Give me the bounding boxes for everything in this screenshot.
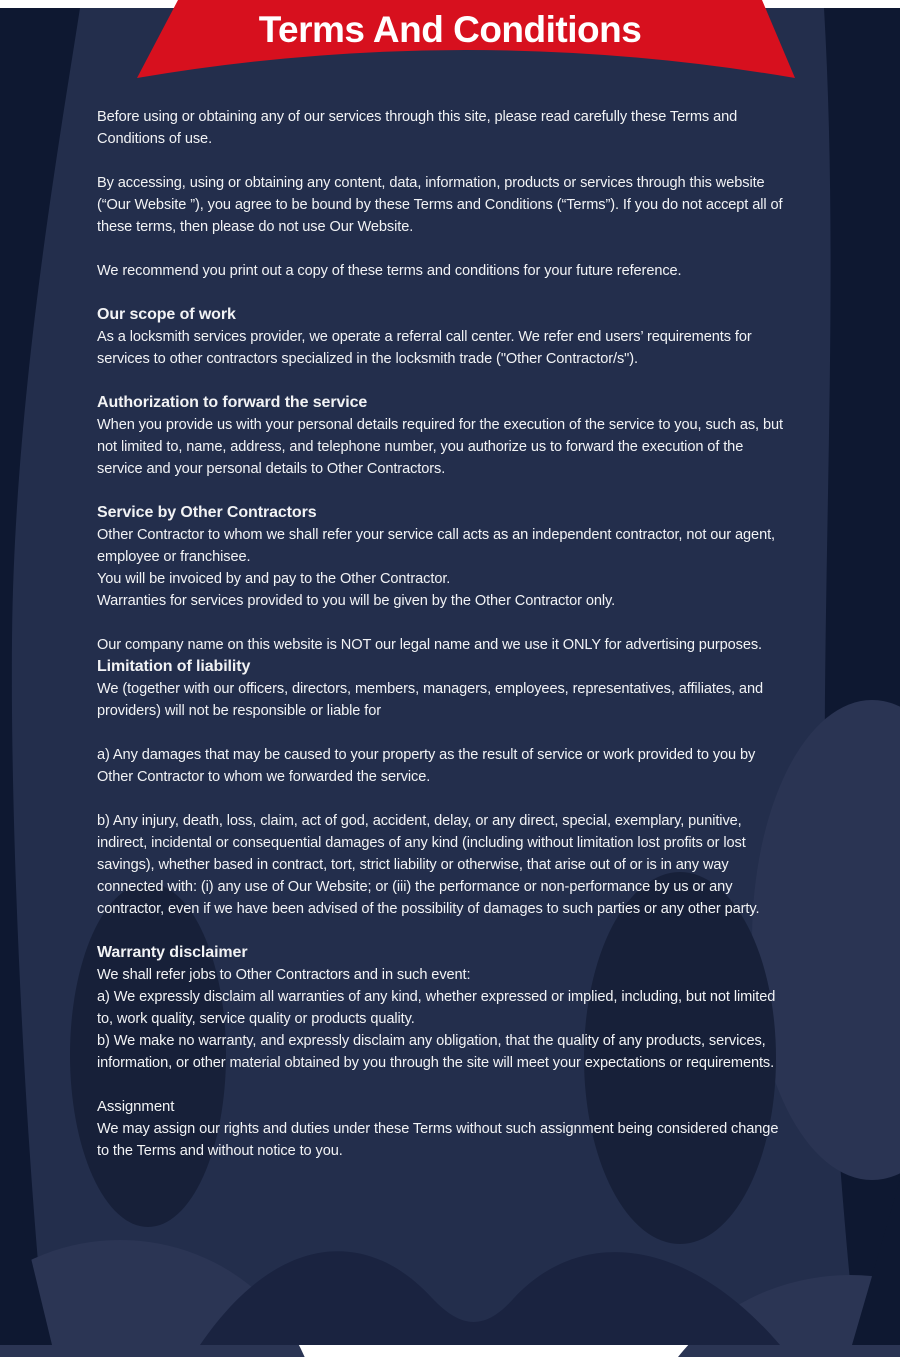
paragraph: Before using or obtaining any of our services through this site, please read carefully these Terms and Conditions of use. [97,109,738,147]
paragraph: When you provide us with your personal details required for the execution of the service to you, such as, but not limited to, name, address, and telephone number, you authorize us to forward the execution of the service and your personal details to Other Contractors. [97,417,783,477]
section-heading: Our scope of work [97,306,236,323]
terms-content [97,106,791,1162]
paragraph: We shall refer jobs to Other Contractors and in such event: [97,967,471,983]
section-heading: Authorization to forward the service [97,394,368,411]
paragraph: Warranties for services provided to you will be given by the Other Contractor only. [97,593,616,609]
paragraph: Our company name on this website is NOT our legal name and we use it ONLY for advertising purposes. [97,637,762,653]
section-heading: Limitation of liability [97,658,251,675]
paragraph: You will be invoiced by and pay to the Other Contractor. [97,571,451,587]
page-title: Terms And Conditions [258,9,642,50]
paragraph: a) We expressly disclaim all warranties of any kind, whether expressed or implied, including, but not limited to, work quality, service quality or products quality. [97,989,776,1027]
paragraph: Other Contractor to whom we shall refer your service call acts as an independent contractor, not our agent, employee or franchisee. [97,527,775,565]
section-heading: Assignment [97,1098,175,1115]
paragraph: We recommend you print out a copy of these terms and conditions for your future reference. [97,263,682,279]
paragraph: b) Any injury, death, loss, claim, act of god, accident, delay, or any direct, special, exemplary, punitive, indirect, incidental or consequential damages of any kind (including without limitation lost profits or lost savings), whether based in contract, tort, strict liability or otherwise, that arise out of or is in any way connected with: (i) any use of Our Website; or (iii) the performance or non-performance by us or any contractor, even if we have been advised of the possibility of damages to such parties or any other party. [97,813,760,917]
paragraph: We (together with our officers, directors, members, managers, employees, representatives, affiliates, and providers) will not be responsible or liable for [97,681,763,719]
paragraph: As a locksmith services provider, we operate a referral call center. We refer end users’ requirements for services to other contractors specialized in the locksmith trade ("Other Contractor/s"). [97,329,752,367]
paragraph: b) We make no warranty, and expressly disclaim any obligation, that the quality of any products, services, information, or other material obtained by you through the site will meet your expectations or requirements. [97,1033,775,1071]
section-heading: Service by Other Contractors [97,504,317,521]
paragraph: We may assign our rights and duties under these Terms without such assignment being considered change to the Terms and without notice to you. [97,1121,779,1159]
title-ribbon [0,0,900,110]
paragraph: By accessing, using or obtaining any content, data, information, products or services through this website (“Our Website ”), you agree to be bound by these Terms and Conditions (“Terms”). If you do not accept all of these terms, then please do not use Our Website. [97,175,783,235]
paragraph: a) Any damages that may be caused to your property as the result of service or work provided to you by Other Contractor to whom we forwarded the service. [97,747,756,785]
section-heading: Warranty disclaimer [97,944,248,961]
